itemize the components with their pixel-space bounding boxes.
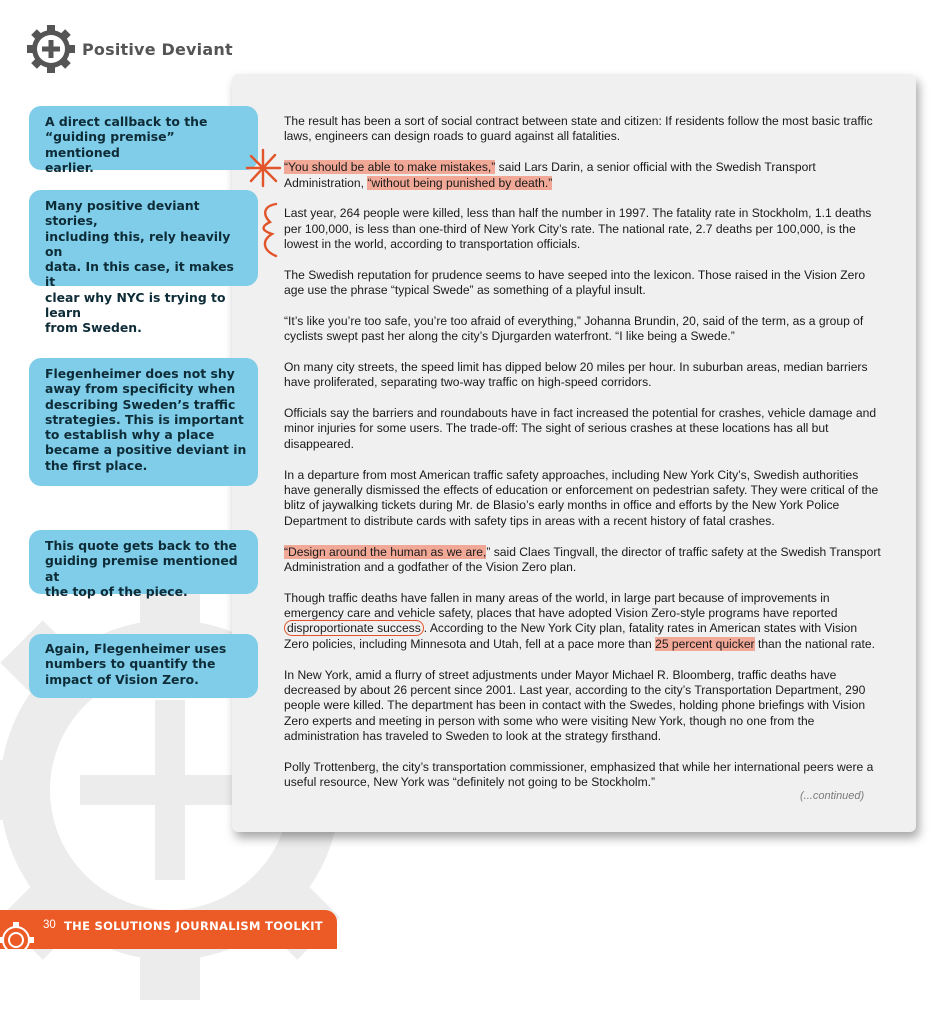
highlight: 25 percent quicker xyxy=(655,636,755,651)
paragraph: Though traffic deaths have fallen in many areas of the world, in large part because of improvements in emergency care and vehicle safety, places that have adopted Vision Zero-style programs have reported disproportionate success . According to the New York City plan, fatality rates in American states with Vision Zero policies, including Minnesota and Utah, fell at a pace more than 25 percent quicker than the national rate. xyxy=(284,590,875,651)
highlight: “You should be able to make mistakes,” xyxy=(284,160,496,175)
highlight: “Design around the human as we are, xyxy=(284,544,487,559)
paragraph: The result has been a sort of social contract between state and citizen: If residents follow the most basic traffic laws, engineers can design roads to guard against all fatalities. xyxy=(284,114,873,144)
paragraph: “It’s like you’re too safe, you’re too afraid of everything,” Johanna Brundin, 20, said of the term, as a group of cyclists swept past her along the city’s Djurgarden waterfront. “I like being a Swede.” xyxy=(284,313,864,344)
continued-label: (...continued) xyxy=(800,790,865,802)
gear-icon xyxy=(0,918,38,962)
margin-note-data: Many positive deviant stories, including this, rely heavily on data. In this case, it makes it clear why NYC is trying to learn from Sweden. xyxy=(29,190,258,286)
margin-note-specificity: Flegenheimer does not shy away from specificity when describing Sweden’s traffic strategies. This is important to establish why a place became a positive deviant in the first place. xyxy=(29,358,258,486)
circled-text: disproportionate success xyxy=(284,620,424,636)
paragraph: Last year, 264 people were killed, less than half the number in 1997. The fatality rate in Stockholm, 1.1 deaths per 100,000, is less than one-third of New York City’s rate. The national rate, 2.7 deaths per 100,000, is the lowest in the world, according to transportation officials. xyxy=(284,206,872,252)
paragraph: “Design around the human as we are,” said Claes Tingvall, the director of traffic safety at the Swedish Transport Administration and a godfather of the Vision Zero plan. xyxy=(284,544,881,574)
gear-plus-icon xyxy=(24,22,78,76)
bracket-mark-icon xyxy=(258,200,282,260)
paragraph: “You should be able to make mistakes,” said Lars Darin, a senior official with the Swedish Transport Administration, “without being punished by death.” xyxy=(284,160,816,190)
paragraph: In a departure from most American traffic safety approaches, including New York City’s, Swedish authorities have generally dismissed the effects of education or enforcement on pedestrian safety. They were critical of the blitz of jaywalking tickets during Mr. de Blasio’s early months in office and efforts by the New York Police Department to distribute cards with safety tips in areas with a recent history of fatal crashes. xyxy=(284,467,879,528)
highlight: “without being punished by death.” xyxy=(367,175,553,190)
paragraph: In New York, amid a flurry of street adjustments under Mayor Michael R. Bloomberg, traffic deaths have decreased by about 26 percent since 2001. Last year, according to the city’s Transportation Department, 290 people were killed. The department has been in contact with the Swedes, holding phone briefings with Vision Zero experts and meeting in person with some who were visiting New York, though no one from the administration has traveled to Sweden to look at the strategy firsthand. xyxy=(284,667,866,744)
margin-note-callback: A direct callback to the “guiding premise” mentioned earlier. xyxy=(29,106,258,170)
footer-title: THE SOLUTIONS JOURNALISM TOOLKIT xyxy=(64,919,323,933)
margin-note-guiding-premise: This quote gets back to the guiding premise mentioned at the top of the piece. xyxy=(29,530,258,594)
paragraph: The Swedish reputation for prudence seems to have seeped into the lexicon. Those raised in the Vision Zero age use the phrase “typical Swede” as something of a playful insult. xyxy=(284,267,866,298)
article-body xyxy=(284,114,882,806)
paragraph: Polly Trottenberg, the city’s transportation commissioner, emphasized that while her international peers were a useful resource, New York was “definitely not going to be Stockholm.” xyxy=(284,759,874,790)
paragraph: Officials say the barriers and roundabouts have in fact increased the potential for crashes, vehicle damage and minor injuries for some users. The trade-off: The sight of serious crashes at these locations has all but disappeared. xyxy=(284,406,877,451)
page-header xyxy=(24,22,233,76)
asterisk-mark-icon xyxy=(244,148,282,188)
margin-note-numbers: Again, Flegenheimer uses numbers to quantify the impact of Vision Zero. xyxy=(29,634,258,698)
page-footer xyxy=(0,910,337,949)
page-number: 30 xyxy=(43,919,56,931)
paragraph: On many city streets, the speed limit has dipped below 20 miles per hour. In suburban areas, median barriers have proliferated, separating two-way traffic on high-speed corridors. xyxy=(284,359,868,390)
section-title: Positive Deviant xyxy=(82,39,233,59)
